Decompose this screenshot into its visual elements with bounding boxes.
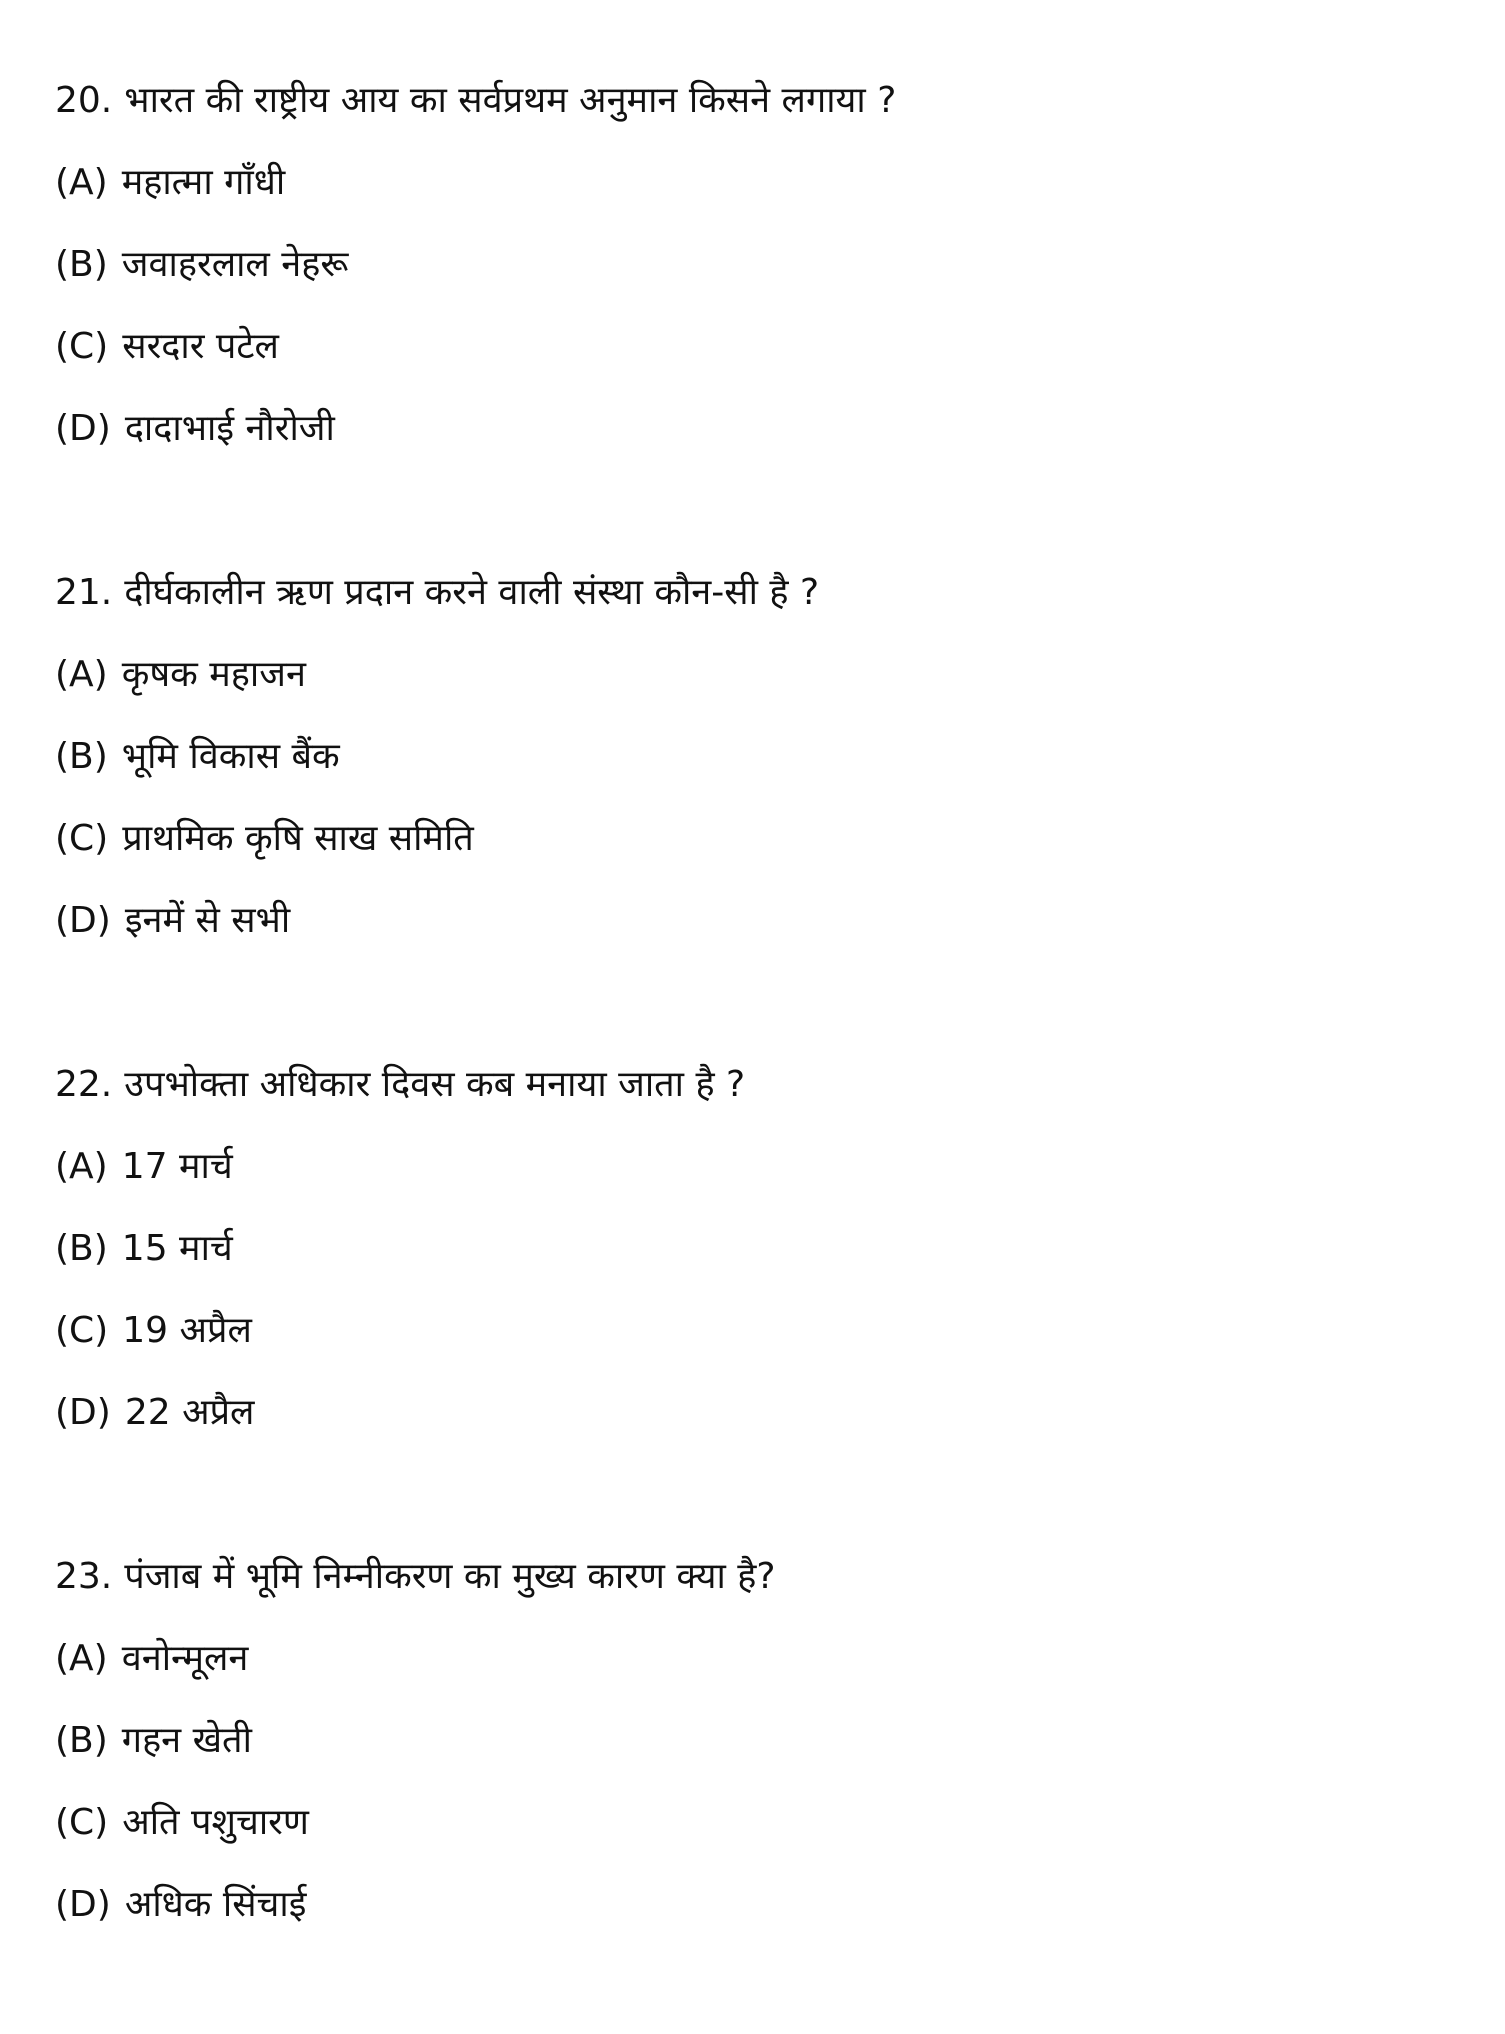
option-text: दादाभाई नौरोजी — [124, 408, 335, 449]
option-item — [55, 1618, 1455, 1700]
option-item — [55, 880, 1455, 962]
option-label: (A) — [55, 1146, 108, 1187]
option-item — [55, 1290, 1455, 1372]
question-block — [55, 1536, 1455, 1946]
option-item — [55, 306, 1455, 388]
option-text: 19 अप्रैल — [122, 1310, 252, 1351]
question-text — [55, 60, 1455, 142]
question-text — [55, 552, 1455, 634]
option-text: इनमें से सभी — [124, 900, 291, 941]
option-label: (B) — [55, 244, 108, 285]
option-text: कृषक महाजन — [121, 654, 306, 695]
option-text: अति पशुचारण — [122, 1802, 309, 1843]
option-label: (D) — [55, 1884, 111, 1925]
question-text — [55, 1044, 1455, 1126]
option-text: गहन खेती — [121, 1720, 252, 1761]
option-label: (C) — [55, 1310, 109, 1351]
option-item — [55, 1700, 1455, 1782]
question-block — [55, 1044, 1455, 1454]
option-item — [55, 634, 1455, 716]
option-item — [55, 716, 1455, 798]
question-number: 22. — [55, 1064, 113, 1105]
question-text — [55, 1536, 1455, 1618]
option-text: महात्मा गाँधी — [121, 162, 286, 203]
question-number: 20. — [55, 80, 113, 121]
option-label: (D) — [55, 900, 111, 941]
option-label: (C) — [55, 818, 109, 859]
option-text: भूमि विकास बैंक — [121, 736, 340, 777]
question-number: 21. — [55, 572, 113, 613]
option-item — [55, 798, 1455, 880]
option-item — [55, 1126, 1455, 1208]
question-body: दीर्घकालीन ऋण प्रदान करने वाली संस्था कौन-सी है ? — [124, 572, 820, 613]
option-label: (D) — [55, 408, 111, 449]
option-text: अधिक सिंचाई — [124, 1884, 307, 1925]
option-label: (B) — [55, 736, 108, 777]
option-label: (B) — [55, 1720, 108, 1761]
option-item — [55, 1208, 1455, 1290]
option-item — [55, 142, 1455, 224]
question-body: भारत की राष्ट्रीय आय का सर्वप्रथम अनुमान किसने लगाया ? — [124, 80, 897, 121]
option-item — [55, 388, 1455, 470]
option-label: (B) — [55, 1228, 108, 1269]
question-body: उपभोक्ता अधिकार दिवस कब मनाया जाता है ? — [124, 1064, 746, 1105]
option-text: 17 मार्च — [121, 1146, 233, 1187]
option-item — [55, 1782, 1455, 1864]
option-label: (D) — [55, 1392, 111, 1433]
option-item — [55, 1864, 1455, 1946]
option-text: प्राथमिक कृषि साख समिति — [122, 818, 474, 859]
option-label: (A) — [55, 654, 108, 695]
option-label: (A) — [55, 1638, 108, 1679]
option-label: (C) — [55, 326, 109, 367]
question-body: पंजाब में भूमि निम्नीकरण का मुख्य कारण क्या है? — [124, 1556, 776, 1597]
option-item — [55, 224, 1455, 306]
option-text: 22 अप्रैल — [124, 1392, 255, 1433]
option-item — [55, 1372, 1455, 1454]
option-text: 15 मार्च — [121, 1228, 233, 1269]
option-text: वनोन्मूलन — [121, 1638, 249, 1679]
option-text: जवाहरलाल नेहरू — [121, 244, 349, 285]
option-label: (A) — [55, 162, 108, 203]
option-text: सरदार पटेल — [122, 326, 279, 367]
option-label: (C) — [55, 1802, 109, 1843]
question-block — [55, 60, 1455, 470]
question-number: 23. — [55, 1556, 113, 1597]
question-block — [55, 552, 1455, 962]
